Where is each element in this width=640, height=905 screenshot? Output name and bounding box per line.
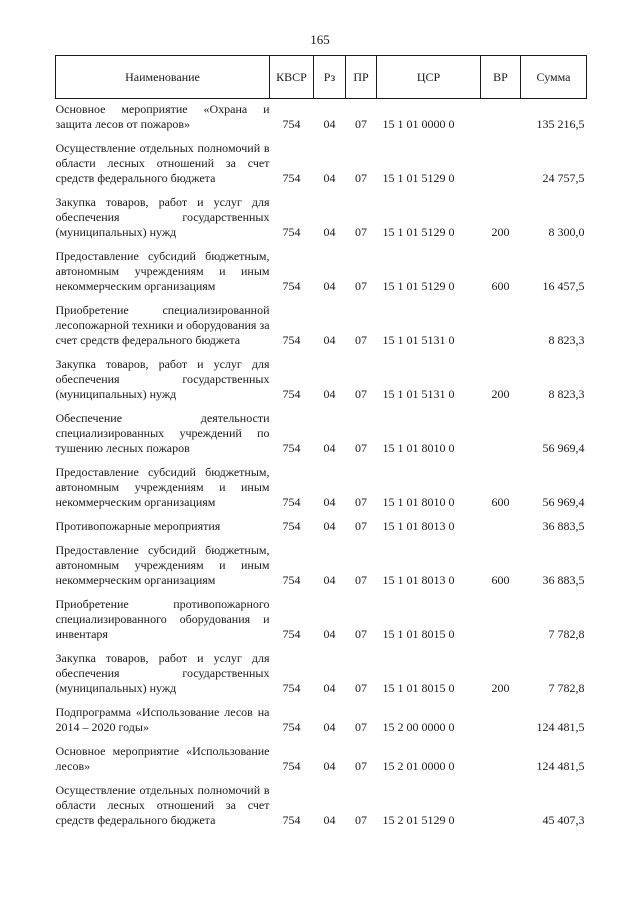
cell-vr (481, 783, 521, 837)
cell-csr: 15 1 01 5131 0 (382, 333, 455, 347)
cell-csr: 15 1 01 8013 0 (382, 573, 455, 587)
cell-kvsr: 754 (282, 387, 301, 401)
cell-name: Предоставление субсидий бюджетным, автономным учреждениям и иным некоммерческим организациям (55, 465, 270, 509)
cell-csr: 15 1 01 8015 0 (382, 627, 455, 641)
cell-pr: 07 (355, 225, 367, 239)
cell-sum: 56 969,4 (542, 495, 585, 509)
cell-csr: 15 2 00 0000 0 (382, 720, 455, 734)
cell-sum: 124 481,5 (536, 720, 585, 734)
cell-pr: 07 (355, 681, 367, 695)
cell-sum: 16 457,5 (542, 279, 585, 293)
cell-kvsr: 754 (282, 759, 301, 773)
table-row (56, 705, 587, 744)
cell-pr: 07 (355, 813, 367, 827)
cell-name: Обеспечение деятельности специализированных учреждений по тушению лесных пожаров (55, 411, 270, 455)
cell-kvsr: 754 (282, 627, 301, 641)
cell-csr: 15 1 01 8010 0 (382, 495, 455, 509)
table-row (56, 195, 587, 249)
cell-sum: 45 407,3 (542, 813, 585, 827)
table-row (56, 141, 587, 195)
cell-rz: 04 (323, 441, 336, 455)
table-row (56, 249, 587, 303)
cell-name: Закупка товаров, работ и услуг для обеспечения государственных (муниципальных) нужд (55, 357, 270, 401)
cell-name: Приобретение противопожарного специализированного оборудования и инвентаря (55, 597, 270, 641)
cell-csr: 15 1 01 0000 0 (382, 117, 455, 131)
cell-rz: 04 (323, 627, 336, 641)
header-sum: Сумма (521, 56, 587, 99)
cell-sum: 24 757,5 (542, 171, 585, 185)
cell-csr: 15 1 01 8015 0 (382, 681, 455, 695)
cell-kvsr: 754 (282, 117, 301, 131)
cell-rz: 04 (323, 759, 336, 773)
cell-rz: 04 (323, 573, 336, 587)
cell-name: Предоставление субсидий бюджетным, автономным учреждениям и иным некоммерческим организациям (55, 543, 270, 587)
cell-vr: 600 (491, 495, 510, 509)
cell-vr: 600 (491, 573, 510, 587)
cell-rz: 04 (323, 333, 336, 347)
cell-kvsr: 754 (282, 279, 301, 293)
cell-kvsr: 754 (282, 225, 301, 239)
table-row (56, 744, 587, 783)
table-body (56, 99, 587, 838)
cell-csr: 15 1 01 5129 0 (382, 171, 455, 185)
cell-sum: 8 823,3 (548, 333, 585, 347)
cell-pr: 07 (355, 573, 367, 587)
cell-csr: 15 1 01 5131 0 (382, 387, 455, 401)
cell-pr: 07 (355, 720, 367, 734)
table-row (56, 597, 587, 651)
budget-table (55, 55, 587, 837)
cell-kvsr: 754 (282, 681, 301, 695)
cell-pr: 07 (355, 171, 367, 185)
cell-sum: 8 823,3 (548, 387, 585, 401)
cell-vr (481, 705, 521, 744)
cell-sum: 135 216,5 (536, 117, 585, 131)
cell-csr: 15 1 01 5129 0 (382, 225, 455, 239)
cell-vr: 200 (491, 225, 510, 239)
cell-rz: 04 (323, 279, 336, 293)
cell-rz: 04 (323, 681, 336, 695)
table-header-row (56, 56, 587, 99)
cell-vr (481, 597, 521, 651)
cell-pr: 07 (355, 333, 367, 347)
cell-rz: 04 (323, 813, 336, 827)
page-number: 165 (310, 32, 330, 47)
cell-name: Приобретение специализированной лесопожарной техники и оборудования за счет средств федерального бюджета (55, 303, 270, 347)
cell-kvsr: 754 (282, 573, 301, 587)
cell-rz: 04 (323, 720, 336, 734)
cell-pr: 07 (355, 387, 367, 401)
cell-csr: 15 2 01 5129 0 (382, 813, 455, 827)
cell-name: Подпрограмма «Использование лесов на 2014 – 2020 годы» (55, 705, 270, 734)
cell-pr: 07 (355, 441, 367, 455)
cell-sum: 8 300,0 (548, 225, 585, 239)
header-rz: Рз (314, 56, 346, 99)
cell-name: Основное мероприятие «Использование лесов» (55, 744, 270, 773)
table-row (56, 519, 587, 543)
cell-pr: 07 (355, 759, 367, 773)
cell-vr: 600 (491, 279, 510, 293)
cell-pr: 07 (355, 519, 367, 533)
cell-name: Закупка товаров, работ и услуг для обеспечения государственных (муниципальных) нужд (55, 651, 270, 695)
cell-csr: 15 1 01 8013 0 (382, 519, 455, 533)
cell-pr: 07 (355, 627, 367, 641)
cell-rz: 04 (323, 117, 336, 131)
cell-kvsr: 754 (282, 519, 301, 533)
cell-sum: 36 883,5 (542, 519, 585, 533)
header-csr: ЦСР (377, 56, 481, 99)
cell-csr: 15 1 01 5129 0 (382, 279, 455, 293)
cell-csr: 15 1 01 8010 0 (382, 441, 455, 455)
cell-pr: 07 (355, 117, 367, 131)
cell-vr (481, 744, 521, 783)
cell-rz: 04 (323, 171, 336, 185)
cell-sum: 7 782,8 (548, 681, 585, 695)
cell-sum: 36 883,5 (542, 573, 585, 587)
header-kvsr: КВСР (270, 56, 314, 99)
table-row (56, 783, 587, 837)
cell-rz: 04 (323, 495, 336, 509)
cell-sum: 7 782,8 (548, 627, 585, 641)
cell-sum: 56 969,4 (542, 441, 585, 455)
header-name: Наименование (56, 56, 270, 99)
header-vr: ВР (481, 56, 521, 99)
cell-kvsr: 754 (282, 171, 301, 185)
cell-vr (481, 99, 521, 142)
table-row (56, 465, 587, 519)
table-row (56, 99, 587, 142)
table-row (56, 411, 587, 465)
cell-name: Закупка товаров, работ и услуг для обеспечения государственных (муниципальных) нужд (55, 195, 270, 239)
cell-name: Основное мероприятие «Охрана и защита лесов от пожаров» (55, 102, 270, 131)
cell-vr: 200 (491, 387, 510, 401)
cell-name: Предоставление субсидий бюджетным, автономным учреждениям и иным некоммерческим организациям (55, 249, 270, 293)
cell-vr (481, 411, 521, 465)
cell-rz: 04 (323, 225, 336, 239)
cell-vr: 200 (491, 681, 510, 695)
cell-kvsr: 754 (282, 441, 301, 455)
cell-pr: 07 (355, 495, 367, 509)
cell-name: Противопожарные мероприятия (55, 519, 221, 533)
cell-vr (481, 141, 521, 195)
cell-vr (481, 303, 521, 357)
cell-kvsr: 754 (282, 720, 301, 734)
cell-pr: 07 (355, 279, 367, 293)
cell-name: Осуществление отдельных полномочий в области лесных отношений за счет средств федерального бюджета (55, 141, 270, 185)
cell-name: Осуществление отдельных полномочий в области лесных отношений за счет средств федерального бюджета (55, 783, 270, 827)
table-row (56, 651, 587, 705)
cell-sum: 124 481,5 (536, 759, 585, 773)
cell-csr: 15 2 01 0000 0 (382, 759, 455, 773)
table-row (56, 357, 587, 411)
cell-kvsr: 754 (282, 333, 301, 347)
cell-vr (481, 519, 521, 543)
cell-rz: 04 (323, 519, 336, 533)
cell-rz: 04 (323, 387, 336, 401)
table-row (56, 543, 587, 597)
table-row (56, 303, 587, 357)
cell-kvsr: 754 (282, 495, 301, 509)
header-pr: ПР (346, 56, 377, 99)
cell-kvsr: 754 (282, 813, 301, 827)
